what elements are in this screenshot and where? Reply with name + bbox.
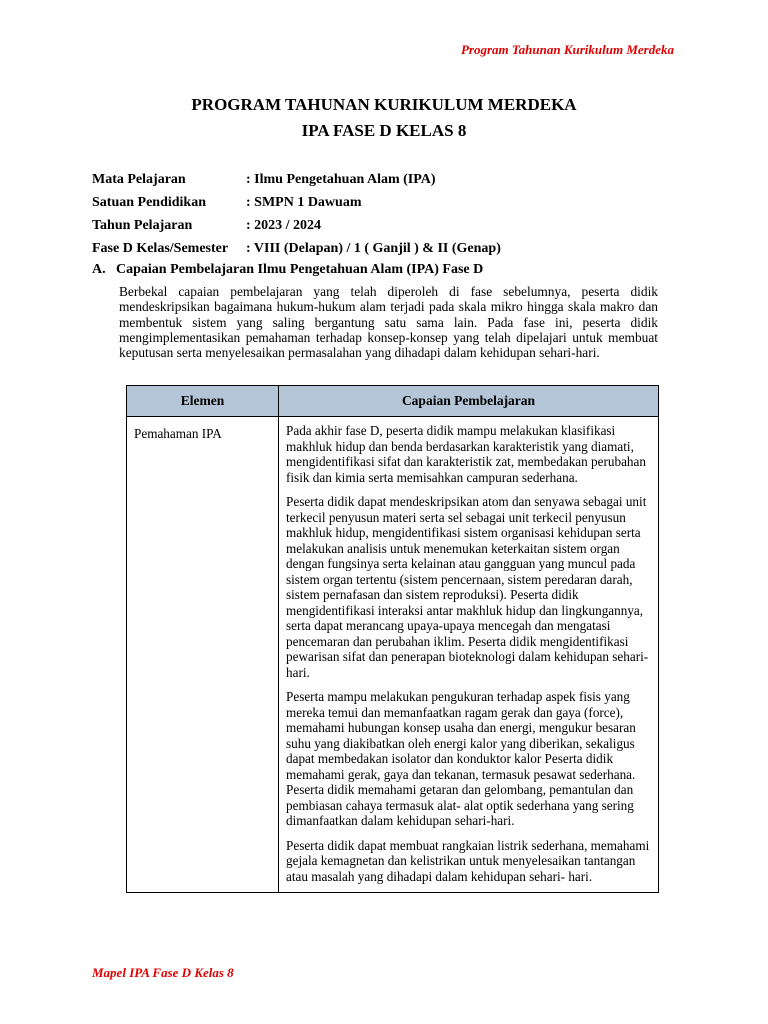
element-cell: Pemahaman IPA [127,417,279,893]
meta-info [92,170,501,262]
footer-note: Mapel IPA Fase D Kelas 8 [92,965,234,980]
meta-label: Tahun Pelajaran [92,218,193,233]
meta-label: Fase D Kelas/Semester [92,241,229,256]
section-a-heading [92,262,483,278]
section-letter: A. [92,262,106,277]
meta-label: Mata Pelajaran [92,172,186,187]
meta-value: : VIII (Delapan) / 1 ( Ganjil ) & II (Genap) [246,241,501,256]
meta-value: : SMPN 1 Dawuam [246,195,362,210]
title-line-1: PROGRAM TAHUNAN KURIKULUM MERDEKA [191,95,577,114]
meta-row-class [92,239,501,262]
header-capaian: Capaian Pembelajaran [279,386,659,417]
section-title: Capaian Pembelajaran Ilmu Pengetahuan Alam (IPA) Fase D [116,262,484,277]
meta-value: : 2023 / 2024 [246,218,322,233]
table-row [127,417,659,893]
header-note: Program Tahunan Kurikulum Merdeka [460,42,674,57]
learning-outcomes-table [126,385,659,893]
meta-label: Satuan Pendidikan [92,195,206,210]
title-line-2: IPA FASE D KELAS 8 [301,121,467,140]
header-elemen: Elemen [127,386,279,417]
section-a-paragraph: Berbekal capaian pembelajaran yang telah diperoleh di fase sebelumnya, peserta didik mendeskripsikan bagaimana hukum-hukum alam terjadi pada skala mikro hingga skala makro dan membentuk sistem yang saling bergantung satu sama lain. Pada fase ini, peserta didik mengimplementasikan pemahaman terhadap konsep-konsep yang telah dipelajari untuk membuat keputusan serta menyelesaikan permasalahan yang dihadapi dalam kehidupan sehari-hari. [119,284,658,361]
meta-row-subject [92,170,501,193]
meta-value: : Ilmu Pengetahuan Alam (IPA) [246,172,436,187]
meta-row-year [92,216,501,239]
outcome-cell [279,417,659,893]
outcome-paragraph: Pada akhir fase D, peserta didik mampu melakukan klasifikasi makhluk hidup dan benda berdasarkan karakteristik yang diamati, mengidentifikasi sifat dan karakteristik zat, membedakan perubahan fisik dan kimia serta memisahkan campuran sederhana. [286,423,646,485]
outcome-paragraph: Peserta didik dapat membuat rangkaian listrik sederhana, memahami gejala kemagnetan dan kelistrikan untuk menyelesaikan tantangan atau masalah yang dihadapi dalam kehidupan sehari- hari. [286,837,650,884]
document-title [0,92,768,144]
meta-row-school [92,193,501,216]
outcome-paragraph: Peserta mampu melakukan pengukuran terhadap aspek fisis yang mereka temui dan memanfaatkan ragam gerak dan gaya (force), memahami hubungan konsep usaha dan energi, mengukur besaran suhu yang diakibatkan oleh energi kalor yang diberikan, sekaligus dapat membedakan isolator dan konduktor kalor Peserta didik memahami gerak, gaya dan tekanan, termasuk pesawat sederhana. Peserta didik memahami getaran dan gelombang, pemantulan dan pembiasan cahaya termasuk alat- alat optik sederhana yang sering dimanfaatkan dalam kehidupan sehari-hari. [286,689,636,828]
outcome-paragraph: Peserta didik dapat mendeskripsikan atom dan senyawa sebagai unit terkecil penyusun materi serta sel sebagai unit terkecil penyusun makhluk hidup, mengidentifikasi sistem organisasi kehidupan serta melakukan analisis untuk menemukan keterkaitan sistem organ dengan fungsinya serta kelainan atau gangguan yang muncul pada sistem organ tertentu (sistem pencernaan, sistem peredaran darah, sistem pernafasan dan sistem reproduksi). Peserta didik mengidentifikasi interaksi antar makhluk hidup dan lingkungannya, serta dapat merancang upaya-upaya mencegah dan mengatasi pencemaran dan perubahan iklim. Peserta didik mengidentifikasi pewarisan sifat dan penerapan bioteknologi dalam kehidupan sehari-hari. [286,494,649,680]
table-header-row [127,386,659,417]
